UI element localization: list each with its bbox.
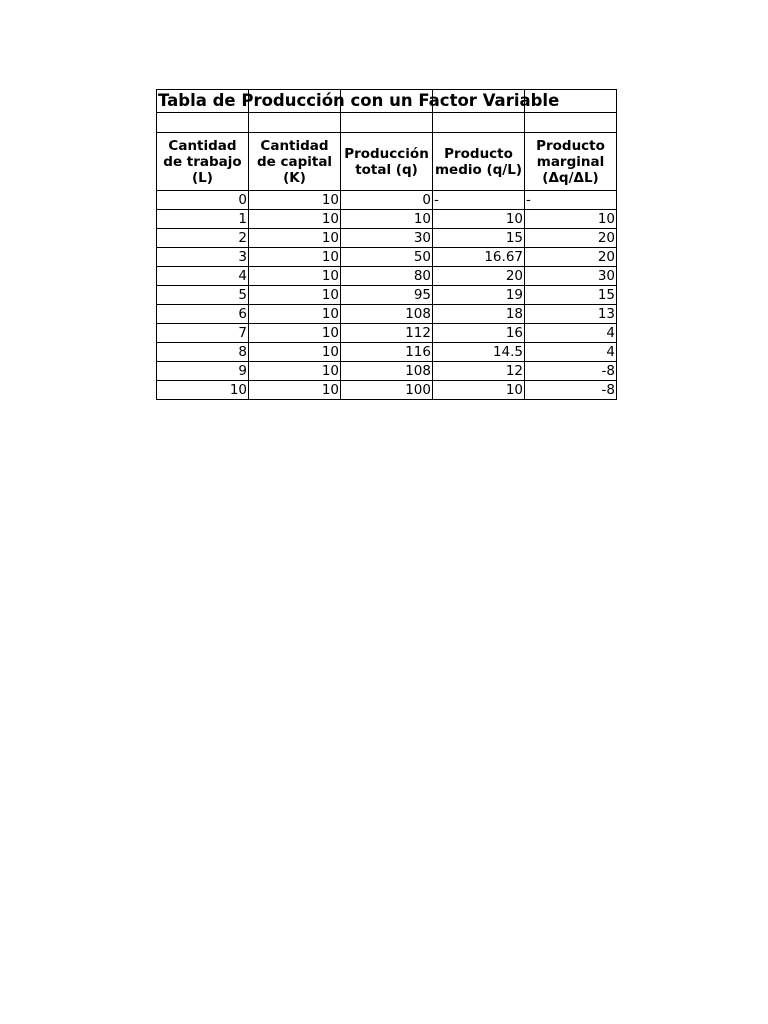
cell-average-product[interactable]: 10 (433, 210, 525, 229)
header-marginal-product[interactable]: Producto marginal (Δq/ΔL) (525, 133, 617, 191)
cell-capital[interactable]: 10 (249, 362, 341, 381)
cell-average-product[interactable]: 20 (433, 267, 525, 286)
cell-capital[interactable]: 10 (249, 305, 341, 324)
cell-marginal-product[interactable]: 4 (525, 324, 617, 343)
header-total-production[interactable]: Producción total (q) (341, 133, 433, 191)
cell-total-production[interactable]: 108 (341, 305, 433, 324)
cell-total-production[interactable]: 95 (341, 286, 433, 305)
cell-labor[interactable]: 6 (157, 305, 249, 324)
table-row (157, 267, 617, 286)
cell-labor[interactable]: 10 (157, 381, 249, 400)
empty-cell[interactable] (433, 113, 525, 133)
cell-capital[interactable]: 10 (249, 248, 341, 267)
cell-labor[interactable]: 4 (157, 267, 249, 286)
cell-capital[interactable]: 10 (249, 343, 341, 362)
table-title: Tabla de Producción con un Factor Variable (158, 91, 560, 110)
cell-capital[interactable]: 10 (249, 324, 341, 343)
cell-average-product[interactable]: 12 (433, 362, 525, 381)
cell-marginal-product[interactable]: -8 (525, 381, 617, 400)
table-row (157, 362, 617, 381)
cell-total-production[interactable]: 10 (341, 210, 433, 229)
cell-labor[interactable]: 7 (157, 324, 249, 343)
production-table (156, 89, 617, 400)
cell-capital[interactable]: 10 (249, 381, 341, 400)
cell-total-production[interactable]: 80 (341, 267, 433, 286)
cell-average-product[interactable]: 15 (433, 229, 525, 248)
cell-marginal-product[interactable]: 13 (525, 305, 617, 324)
cell-marginal-product[interactable]: 15 (525, 286, 617, 305)
cell-marginal-product[interactable]: 20 (525, 229, 617, 248)
cell-total-production[interactable]: 100 (341, 381, 433, 400)
empty-cell[interactable] (249, 113, 341, 133)
title-row (157, 90, 617, 113)
cell-labor[interactable]: 5 (157, 286, 249, 305)
cell-average-product[interactable]: 18 (433, 305, 525, 324)
empty-cell[interactable] (157, 113, 249, 133)
cell-capital[interactable]: 10 (249, 191, 341, 210)
cell-total-production[interactable]: 30 (341, 229, 433, 248)
table-row (157, 286, 617, 305)
cell-marginal-product[interactable]: 4 (525, 343, 617, 362)
cell-average-product[interactable]: - (433, 191, 525, 210)
cell-marginal-product[interactable]: 20 (525, 248, 617, 267)
table-row (157, 324, 617, 343)
header-row (157, 133, 617, 191)
header-average-product[interactable]: Producto medio (q/L) (433, 133, 525, 191)
cell-average-product[interactable]: 10 (433, 381, 525, 400)
cell-average-product[interactable]: 14.5 (433, 343, 525, 362)
cell-labor[interactable]: 0 (157, 191, 249, 210)
table-row (157, 210, 617, 229)
table-body (157, 90, 617, 400)
table-row (157, 381, 617, 400)
cell-average-product[interactable]: 19 (433, 286, 525, 305)
cell-labor[interactable]: 1 (157, 210, 249, 229)
cell-total-production[interactable]: 108 (341, 362, 433, 381)
cell-total-production[interactable]: 112 (341, 324, 433, 343)
cell-capital[interactable]: 10 (249, 267, 341, 286)
cell-total-production[interactable]: 50 (341, 248, 433, 267)
table-row (157, 248, 617, 267)
cell-labor[interactable]: 9 (157, 362, 249, 381)
header-capital[interactable]: Cantidad de capital (K) (249, 133, 341, 191)
cell-capital[interactable]: 10 (249, 286, 341, 305)
cell-average-product[interactable]: 16 (433, 324, 525, 343)
cell-marginal-product[interactable]: 30 (525, 267, 617, 286)
cell-labor[interactable]: 3 (157, 248, 249, 267)
cell-marginal-product[interactable]: 10 (525, 210, 617, 229)
cell-total-production[interactable]: 116 (341, 343, 433, 362)
table-row (157, 229, 617, 248)
cell-labor[interactable]: 8 (157, 343, 249, 362)
cell-marginal-product[interactable]: - (525, 191, 617, 210)
cell-labor[interactable]: 2 (157, 229, 249, 248)
cell-average-product[interactable]: 16.67 (433, 248, 525, 267)
empty-cell[interactable] (341, 113, 433, 133)
empty-cell[interactable] (525, 113, 617, 133)
table-row (157, 191, 617, 210)
header-labor[interactable]: Cantidad de trabajo (L) (157, 133, 249, 191)
table-row (157, 305, 617, 324)
table-row (157, 343, 617, 362)
cell-capital[interactable]: 10 (249, 229, 341, 248)
title-cell[interactable] (157, 90, 560, 113)
cell-total-production[interactable]: 0 (341, 191, 433, 210)
cell-marginal-product[interactable]: -8 (525, 362, 617, 381)
production-table-sheet (156, 89, 617, 400)
blank-row (157, 113, 617, 133)
cell-capital[interactable]: 10 (249, 210, 341, 229)
